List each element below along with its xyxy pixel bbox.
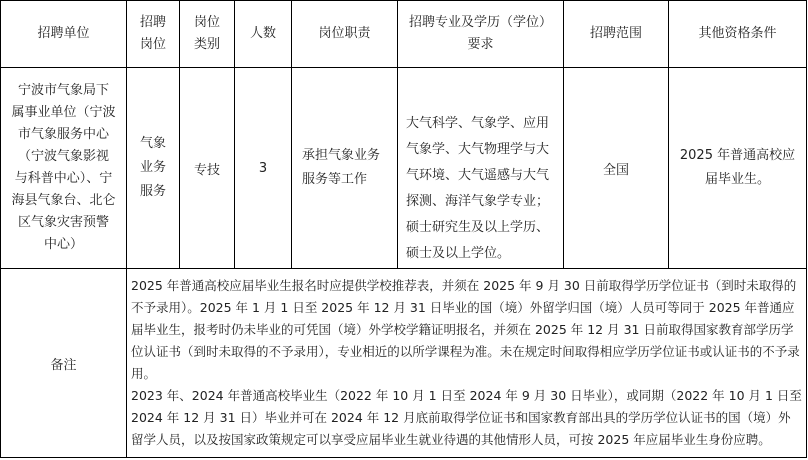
note-content bbox=[127, 269, 807, 458]
major-line: 硕士及以上学位。 bbox=[406, 246, 511, 261]
header-unit: 招聘单位 bbox=[1, 1, 127, 68]
note-label: 备注 bbox=[1, 269, 127, 458]
major-line: 硕士研究生及以上学历、 bbox=[406, 220, 550, 235]
major-line: 气象学、大气物理学与大 bbox=[406, 142, 550, 157]
unit-line: 属事业单位（宁波 bbox=[11, 105, 116, 120]
post-line: 气象 bbox=[139, 136, 166, 151]
cell-post bbox=[127, 68, 180, 269]
other-line: 届毕业生。 bbox=[704, 172, 770, 187]
unit-line: 区气象灾害预警 bbox=[17, 215, 109, 230]
note-row bbox=[1, 269, 807, 458]
duty-line: 承担气象业务 bbox=[302, 148, 381, 163]
table-row bbox=[1, 68, 807, 269]
header-major bbox=[398, 1, 564, 68]
header-scope: 招聘范围 bbox=[564, 1, 669, 68]
unit-line: 中心） bbox=[43, 237, 83, 252]
header-duty: 岗位职责 bbox=[292, 1, 398, 68]
unit-line: （宁波气象影视 bbox=[17, 149, 109, 164]
other-line: 2025 年普通高校应 bbox=[679, 148, 796, 163]
cell-count: 3 bbox=[235, 68, 292, 269]
major-line: 探测、海洋气象学专业； bbox=[406, 194, 550, 209]
header-major-line: 招聘专业及学历（学位） bbox=[408, 15, 552, 30]
header-post-line: 岗位 bbox=[139, 37, 166, 52]
header-category-line: 岗位 bbox=[193, 15, 220, 30]
cell-scope: 全国 bbox=[564, 68, 669, 269]
major-line: 气环境、大气遥感与大气 bbox=[406, 168, 550, 183]
post-line: 业务 bbox=[139, 160, 166, 175]
cell-category: 专技 bbox=[180, 68, 235, 269]
unit-line: 市气象服务中心 bbox=[17, 127, 109, 142]
major-line: 大气科学、气象学、应用 bbox=[406, 116, 550, 131]
unit-line: 与科普中心）、宁 bbox=[14, 171, 113, 186]
note-paragraph: 2023 年、2024 年普通高校毕业生（2022 年 10 月 1 日至 2024 年 9 月 30 日毕业），或同期（2022 年 10 月 1 日至 2024 年 12 月 31 日）毕业并可在 2024 年 12 月底前取得学位证书和国家教育部出具的学历学位认证书的国（境）外留学人员，以及按国家政策规定可以享受应届毕业生就业待遇的其他情形人员，可按 2025 年应届毕业生身份应聘。 bbox=[131, 388, 802, 447]
unit-line: 宁波市气象局下 bbox=[17, 83, 109, 98]
header-major-line: 要求 bbox=[467, 37, 494, 52]
header-category-line: 类别 bbox=[193, 37, 220, 52]
cell-other bbox=[669, 68, 807, 269]
duty-line: 服务等工作 bbox=[302, 172, 368, 187]
cell-major bbox=[398, 68, 564, 269]
post-line: 服务 bbox=[139, 184, 166, 199]
header-post-line: 招聘 bbox=[139, 15, 166, 30]
cell-unit bbox=[1, 68, 127, 269]
header-other: 其他资格条件 bbox=[669, 1, 807, 68]
cell-duty bbox=[292, 68, 398, 269]
unit-line: 海县气象台、北仑 bbox=[11, 193, 116, 208]
header-count: 人数 bbox=[235, 1, 292, 68]
header-post bbox=[127, 1, 180, 68]
note-paragraph: 2025 年普通高校应届毕业生报名时应提供学校推荐表，并须在 2025 年 9 月 30 日前取得学历学位证书（到时未取得的不予录用）。2025 年 1 月 1 日至 2025 年 12 月 31 日毕业的国（境）外留学归国（境）人员可等同于 2025 年普通应届毕业生，报考时仍未毕业的可凭国（境）外学校学籍证明报名，并须在 2025 年 12 月 31 日前取得国家教育部学历学位认证书（到时未取得的不予录用），专业相近的以所学课程为准。未在规定时间取得相应学历学位证书或认证书的不予录用。 bbox=[131, 278, 800, 381]
header-category bbox=[180, 1, 235, 68]
header-row bbox=[1, 1, 807, 68]
